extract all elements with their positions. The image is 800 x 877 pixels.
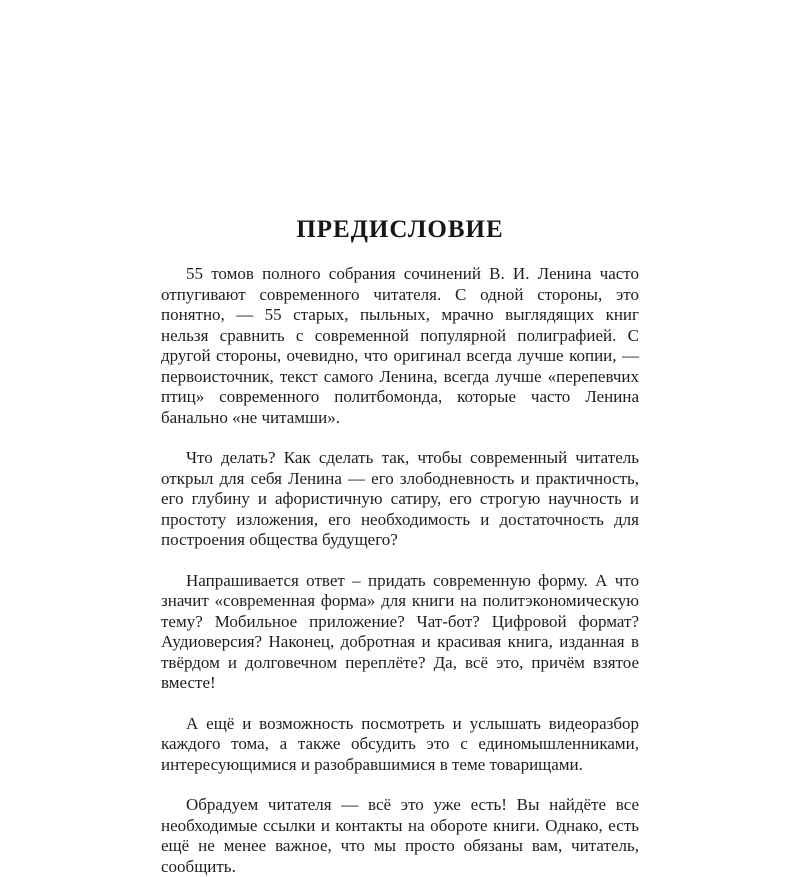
body-text bbox=[161, 264, 639, 877]
page-title: ПРЕДИСЛОВИЕ bbox=[296, 216, 504, 243]
paragraph-video-review: А ещё и возможность посмотреть и услышать видеоразбор каждого тома, а также обсудить это с единомышленниками, интересующимися и разобравшимися в теме товарищами. bbox=[161, 713, 639, 774]
paragraph-intro-55-volumes: 55 томов полного собрания сочинений В. И. Ленина часто отпугивают современного читателя. С одной стороны, это понятно, — 55 старых, пыльных, мрачно выглядящих книг нельзя сравнить с современной популярной полиграфией. С другой стороны, очевидно, что оригинал всегда лучше копии, — первоисточник, текст самого Ленина, всегда лучше «перепевчих птиц» современного политбомонда, которые часто Ленина банально «не читамши». bbox=[161, 264, 639, 427]
paragraph-modern-form: Напрашивается ответ – придать современную форму. А что значит «современная форма» для книги на политэкономическую тему? Мобильное приложение? Чат-бот? Цифровой формат? Аудиоверсия? Наконец, добротная и красивая книга, изданная в твёрдом и долговечном переплёте? Да, всё это, причём взятое вместе! bbox=[161, 570, 639, 692]
book-page bbox=[161, 0, 639, 877]
paragraph-what-to-do: Что делать? Как сделать так, чтобы современный читатель открыл для себя Ленина — его злободневность и практичность, его глубину и афористичную сатиру, его строгую научность и простоту изложения, его необходимость и достаточность для построения общества будущего? bbox=[161, 448, 639, 549]
paragraph-good-news: Обрадуем читателя — всё это уже есть! Вы найдёте все необходимые ссылки и контакты на обороте книги. Однако, есть ещё не менее важное, что мы просто обязаны вам, читатель, сообщить. bbox=[161, 795, 639, 876]
